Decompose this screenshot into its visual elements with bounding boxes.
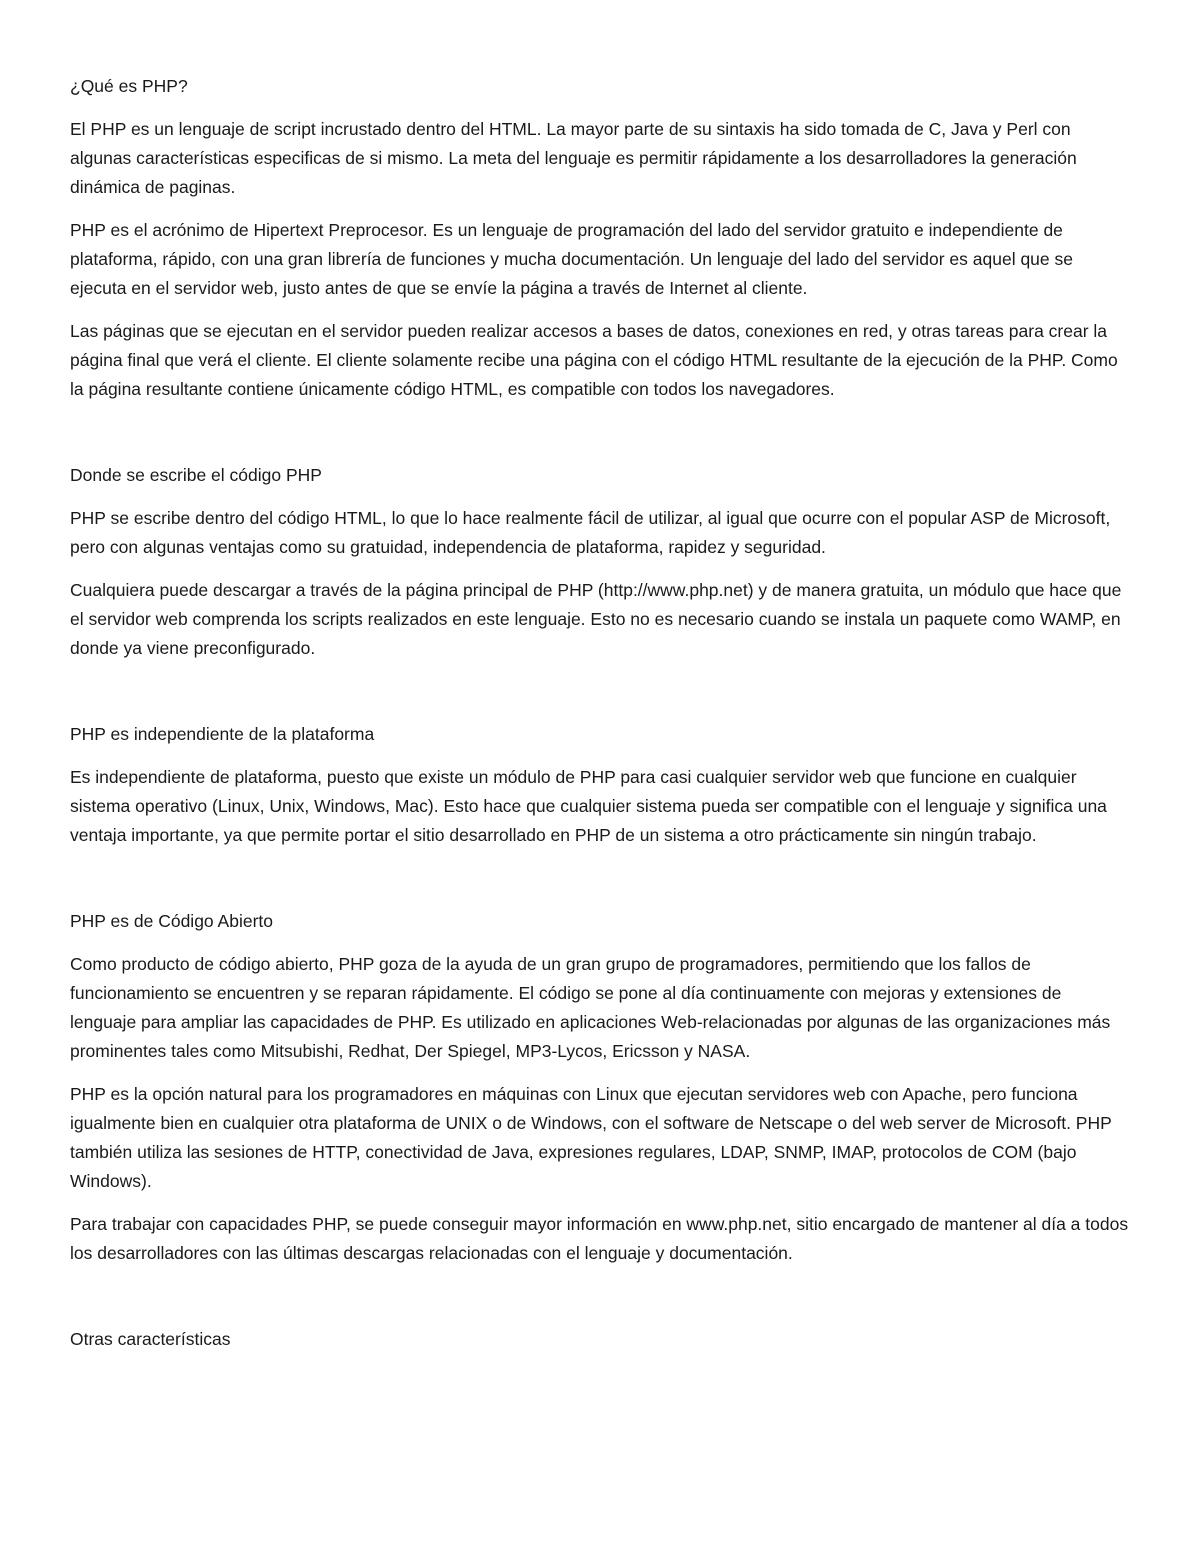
section-heading-que-es-php: ¿Qué es PHP? [70,76,188,96]
paragraph: PHP se escribe dentro del código HTML, lo que lo hace realmente fácil de utilizar, al igual que ocurre con el popular ASP de Microsoft, pero con algunas ventajas como su gratuidad, independencia de plataforma, rapidez y seguridad. [70,508,1111,557]
section-heading-independiente: PHP es independiente de la plataforma [70,724,375,744]
paragraph: Es independiente de plataforma, puesto que existe un módulo de PHP para casi cualquier servidor web que funcione en cualquier sistema operativo (Linux, Unix, Windows, Mac). Esto hace que cualquier sistema pueda ser compatible con el lenguaje y significa una ventaja importante, ya que permite portar el sitio desarrollado en PHP de un sistema a otro prácticamente sin ningún trabajo. [70,767,1107,845]
paragraph: El PHP es un lenguaje de script incrustado dentro del HTML. La mayor parte de su sintaxis ha sido tomada de C, Java y Perl con algunas características especificas de si mismo. La meta del lenguaje es permitir rápidamente a los desarrolladores la generación dinámica de paginas. [70,119,1077,197]
section-heading-otras-caracteristicas: Otras características [70,1329,231,1349]
paragraph: Las páginas que se ejecutan en el servidor pueden realizar accesos a bases de datos, conexiones en red, y otras tareas para crear la página final que verá el cliente. El cliente solamente recibe una página con el código HTML resultante de la ejecución de la PHP. Como la página resultante contiene únicamente código HTML, es compatible con todos los navegadores. [70,321,1118,399]
section-heading-donde-se-escribe: Donde se escribe el código PHP [70,465,322,485]
paragraph: Para trabajar con capacidades PHP, se puede conseguir mayor información en www.php.net, sitio encargado de mantener al día a todos los desarrolladores con las últimas descargas relacionadas con el lenguaje y documentación. [70,1214,1129,1263]
paragraph: Como producto de código abierto, PHP goza de la ayuda de un gran grupo de programadores, permitiendo que los fallos de funcionamiento se encuentren y se reparan rápidamente. El código se pone al día continuamente con mejoras y extensiones de lenguaje para ampliar las capacidades de PHP. Es utilizado en aplicaciones Web-relacionadas por algunas de las organizaciones más prominentes tales como Mitsubishi, Redhat, Der Spiegel, MP3-Lycos, Ericsson y NASA. [70,954,1111,1061]
section-spacer [70,418,1130,461]
section-heading-codigo-abierto: PHP es de Código Abierto [70,911,274,931]
section-spacer [70,677,1130,720]
section-spacer [70,1282,1130,1325]
paragraph: PHP es la opción natural para los programadores en máquinas con Linux que ejecutan servidores web con Apache, pero funciona igualmente bien en cualquier otra plataforma de UNIX o de Windows, con el software de Netscape o del web server de Microsoft. PHP también utiliza las sesiones de HTTP, conectividad de Java, expresiones regulares, LDAP, SNMP, IMAP, protocolos de COM (bajo Windows). [70,1084,1112,1191]
document-page [70,72,1130,1368]
paragraph: PHP es el acrónimo de Hipertext Preprocesor. Es un lenguaje de programación del lado del servidor gratuito e independiente de plataforma, rápido, con una gran librería de funciones y mucha documentación. Un lenguaje del lado del servidor es aquel que se ejecuta en el servidor web, justo antes de que se envíe la página a través de Internet al cliente. [70,220,1073,298]
paragraph: Cualquiera puede descargar a través de la página principal de PHP (http://www.php.net) y de manera gratuita, un módulo que hace que el servidor web comprenda los scripts realizados en este lenguaje. Esto no es necesario cuando se instala un paquete como WAMP, en donde ya viene preconfigurado. [70,580,1122,658]
section-spacer [70,864,1130,907]
